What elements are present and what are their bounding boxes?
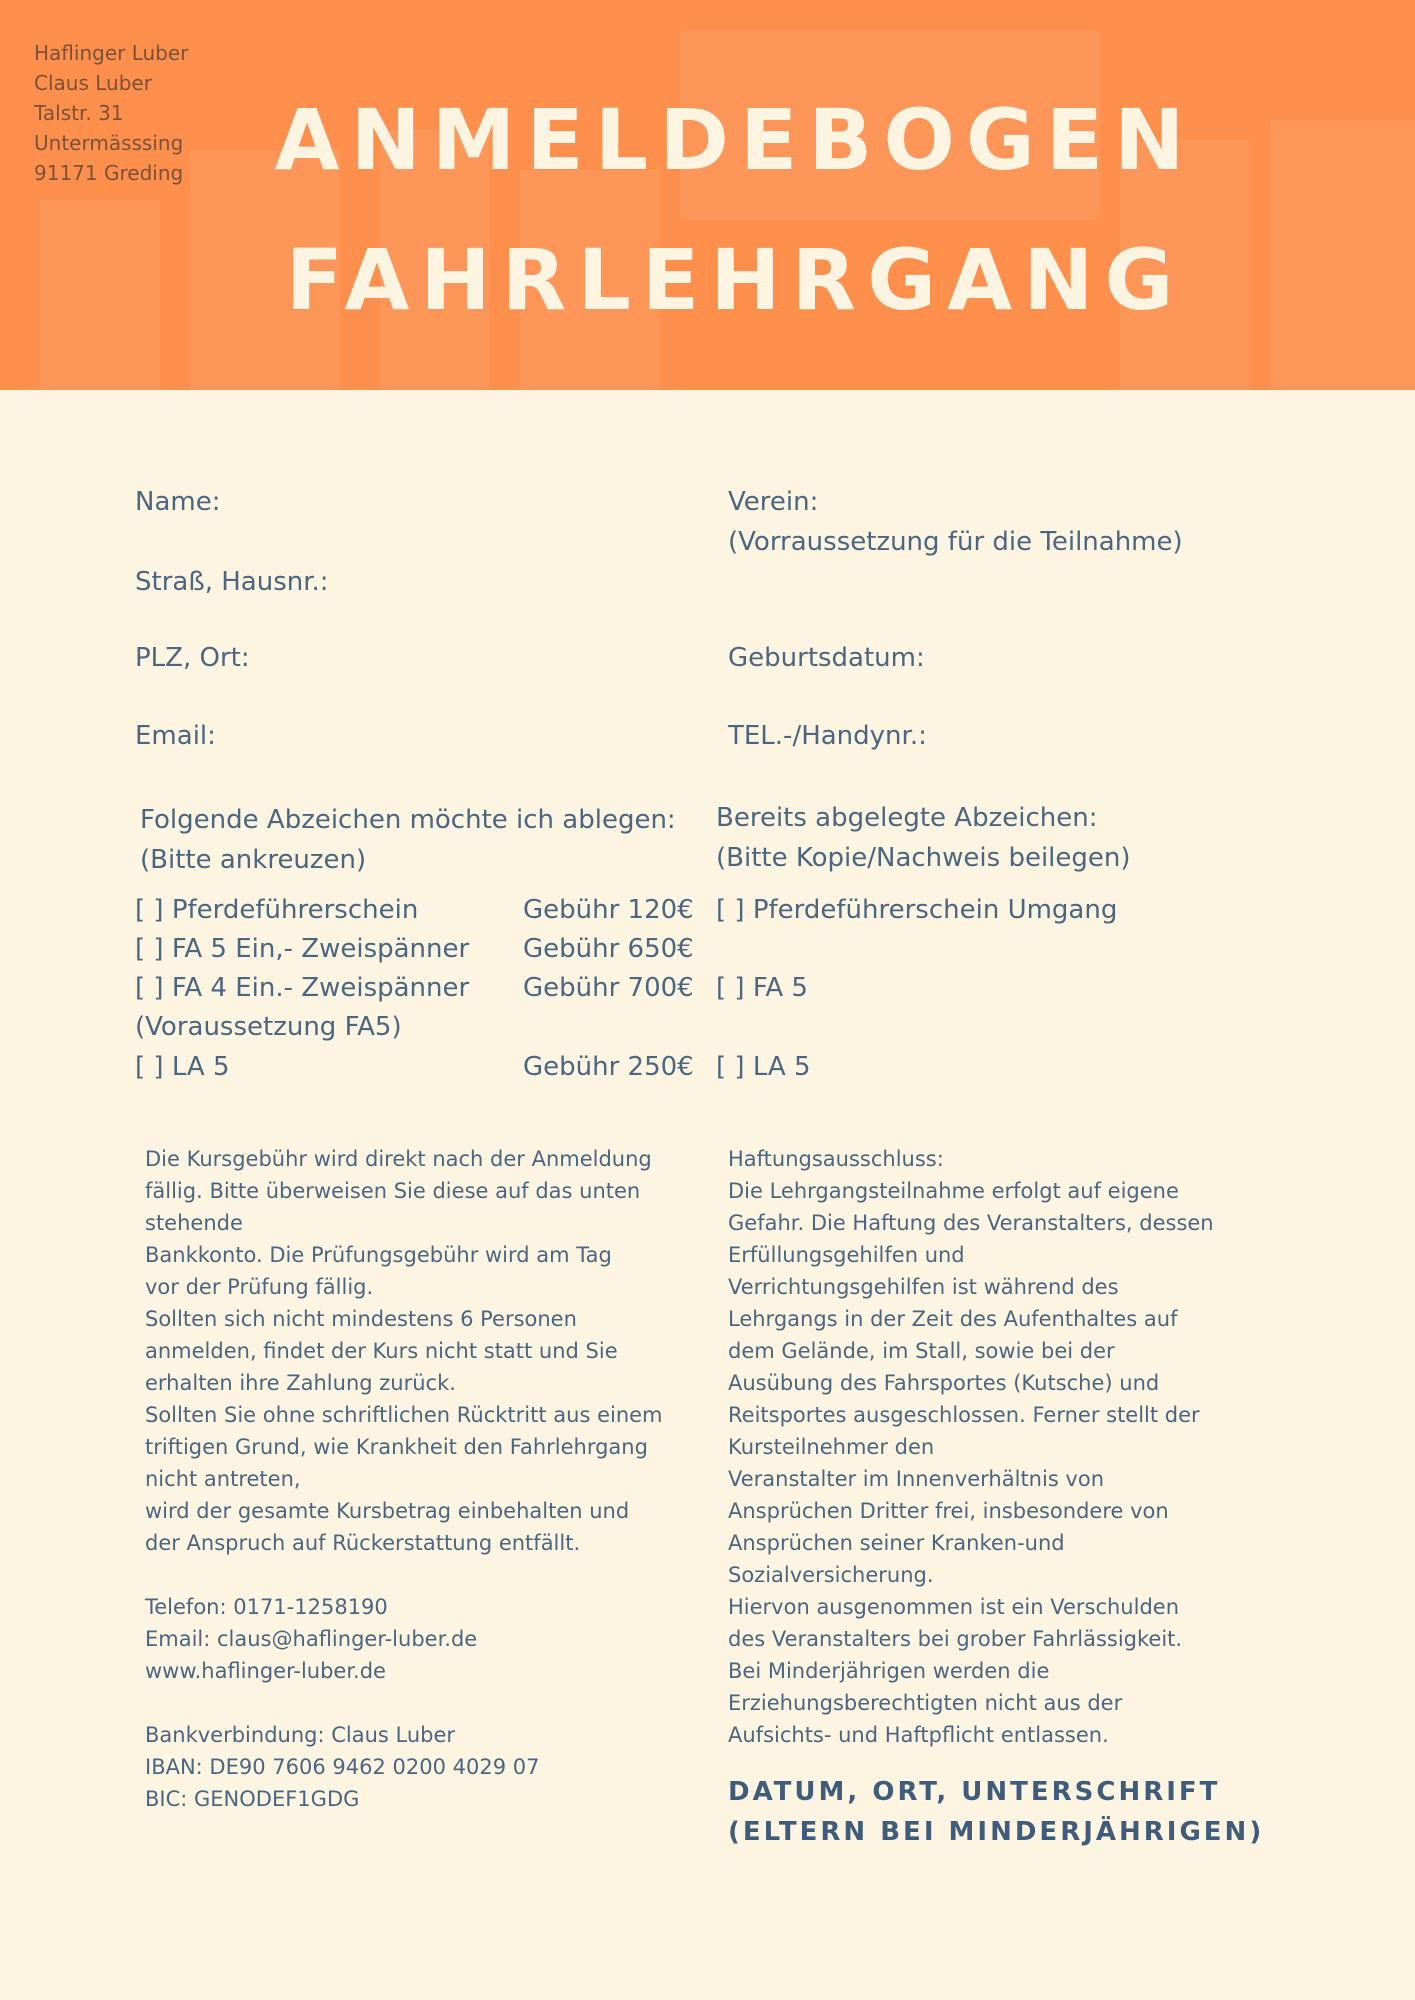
zip-city-field-label: PLZ, Ort: [135,643,250,673]
badge-option-row[interactable] [135,929,705,969]
completed-heading: Bereits abgelegte Abzeichen: [716,803,1098,833]
liability-disclaimer [728,1143,1214,1751]
completed-option[interactable]: [ ] Pferdeführerschein Umgang [716,895,1118,925]
info-line: Die Kursgebühr wird direkt nach der Anmeldung [145,1147,652,1171]
title-line: ANMELDEBOGEN [274,91,1196,189]
info-line: anmelden, findet der Kurs nicht statt und Sie [145,1339,618,1363]
sender-line: Haflinger Luber [34,41,189,65]
liability-line: Verrichtungsgehilfen ist während des [728,1275,1119,1299]
contact-email[interactable]: Email: claus@haflinger-luber.de [145,1627,478,1651]
badge-option-row[interactable] [135,968,705,1008]
liability-line: Gefahr. Die Haftung des Veranstalters, dessen [728,1211,1214,1235]
club-field-note: (Vorraussetzung für die Teilnahme) [728,527,1183,557]
liability-line: Ansprüchen seiner Kranken-und [728,1531,1065,1555]
liability-line: des Veranstalters bei grober Fahrlässigkeit. [728,1627,1183,1651]
liability-line: Kursteilnehmer den [728,1435,935,1459]
header-banner [0,0,1415,390]
badge-option-label: [ ] FA 5 Ein,- Zweispänner [135,934,470,964]
badges-heading: Folgende Abzeichen möchte ich ablegen: [140,805,676,835]
liability-line: Lehrgangs in der Zeit des Aufenthaltes auf [728,1307,1178,1331]
sender-line: Talstr. 31 [34,101,124,125]
sender-line: Claus Luber [34,71,152,95]
liability-line: Die Lehrgangsteilnahme erfolgt auf eigene [728,1179,1179,1203]
liability-line: Aufsichts- und Haftpflicht entlassen. [728,1723,1109,1747]
liability-line: Ausübung des Fahrsportes (Kutsche) und [728,1371,1160,1395]
title-line: FAHRLEHRGANG [285,231,1185,329]
badges-heading-note: (Bitte ankreuzen) [140,845,367,875]
liability-line: Ansprüchen Dritter frei, insbesondere von [728,1499,1169,1523]
badge-fee: Gebühr 120€ [523,895,694,925]
info-line: nicht antreten, [145,1467,301,1491]
signature-label: DATUM, ORT, UNTERSCHRIFT [728,1777,1221,1807]
club-field-label: Verein: [728,487,819,517]
phone-field-label: TEL.-/Handynr.: [728,721,927,751]
badge-option-label: (Voraussetzung FA5) [135,1012,402,1042]
bank-bic: BIC: GENODEF1GDG [145,1787,360,1811]
info-line: triftigen Grund, wie Krankheit den Fahrlehrgang [145,1435,648,1459]
signature-note: (ELTERN BEI MINDERJÄHRIGEN) [728,1817,1265,1847]
badge-option-label: [ ] Pferdeführerschein [135,895,419,925]
liability-line: Erziehungsberechtigten nicht aus der [728,1691,1123,1715]
book-silhouette [40,200,160,390]
info-line: wird der gesamte Kursbetrag einbehalten und [145,1499,630,1523]
liability-line: Sozialversicherung. [728,1563,934,1587]
liability-line: Hiervon ausgenommen ist ein Verschulden [728,1595,1179,1619]
badge-fee: Gebühr 700€ [523,973,694,1003]
liability-line: dem Gelände, im Stall, sowie bei der [728,1339,1115,1363]
contact-phone: Telefon: 0171-1258190 [145,1595,388,1619]
sender-address [34,38,188,188]
info-line: Bankkonto. Die Prüfungsgebühr wird am Tag [145,1243,612,1267]
birthdate-field-label: Geburtsdatum: [728,643,925,673]
info-line: erhalten ihre Zahlung zurück. [145,1371,456,1395]
bank-holder: Bankverbindung: Claus Luber [145,1723,456,1747]
info-line: vor der Prüfung fällig. [145,1275,374,1299]
liability-line: Veranstalter im Innenverhältnis von [728,1467,1105,1491]
liability-line: Erfüllungsgehilfen und [728,1243,965,1267]
completed-option[interactable]: [ ] LA 5 [716,1052,811,1082]
course-info [145,1143,663,1815]
email-field-label: Email: [135,721,216,751]
info-line: Sollten sich nicht mindestens 6 Personen [145,1307,577,1331]
completed-heading-note: (Bitte Kopie/Nachweis beilegen) [716,843,1131,873]
liability-line: Haftungsausschluss: [728,1147,944,1171]
contact-website[interactable]: www.haflinger-luber.de [145,1659,386,1683]
liability-line: Reitsportes ausgeschlossen. Ferner stellt der [728,1403,1200,1427]
badge-fee: Gebühr 650€ [523,934,694,964]
completed-option[interactable]: [ ] FA 5 [716,973,808,1003]
sender-line: Untermässsing [34,131,184,155]
info-line: stehende [145,1211,243,1235]
badge-option-row[interactable] [135,1047,705,1087]
page-title [240,70,1230,350]
book-silhouette [1270,120,1415,390]
badge-fee: Gebühr 250€ [523,1052,694,1082]
name-field-label: Name: [135,487,221,517]
badge-option-label: [ ] FA 4 Ein.- Zweispänner [135,973,470,1003]
info-line: Sollten Sie ohne schriftlichen Rücktritt aus einem [145,1403,663,1427]
badge-option-label: [ ] LA 5 [135,1052,230,1082]
badge-option-row[interactable] [135,890,705,930]
signature-line [728,1772,1264,1852]
info-line: fällig. Bitte überweisen Sie diese auf das unten [145,1179,641,1203]
street-field-label: Straß, Hausnr.: [135,567,329,597]
liability-line: Bei Minderjährigen werden die [728,1659,1050,1683]
info-line: der Anspruch auf Rückerstattung entfällt. [145,1531,581,1555]
sender-line: 91171 Greding [34,161,184,185]
badge-prerequisite-note [135,1007,705,1047]
bank-iban: IBAN: DE90 7606 9462 0200 4029 07 [145,1755,540,1779]
